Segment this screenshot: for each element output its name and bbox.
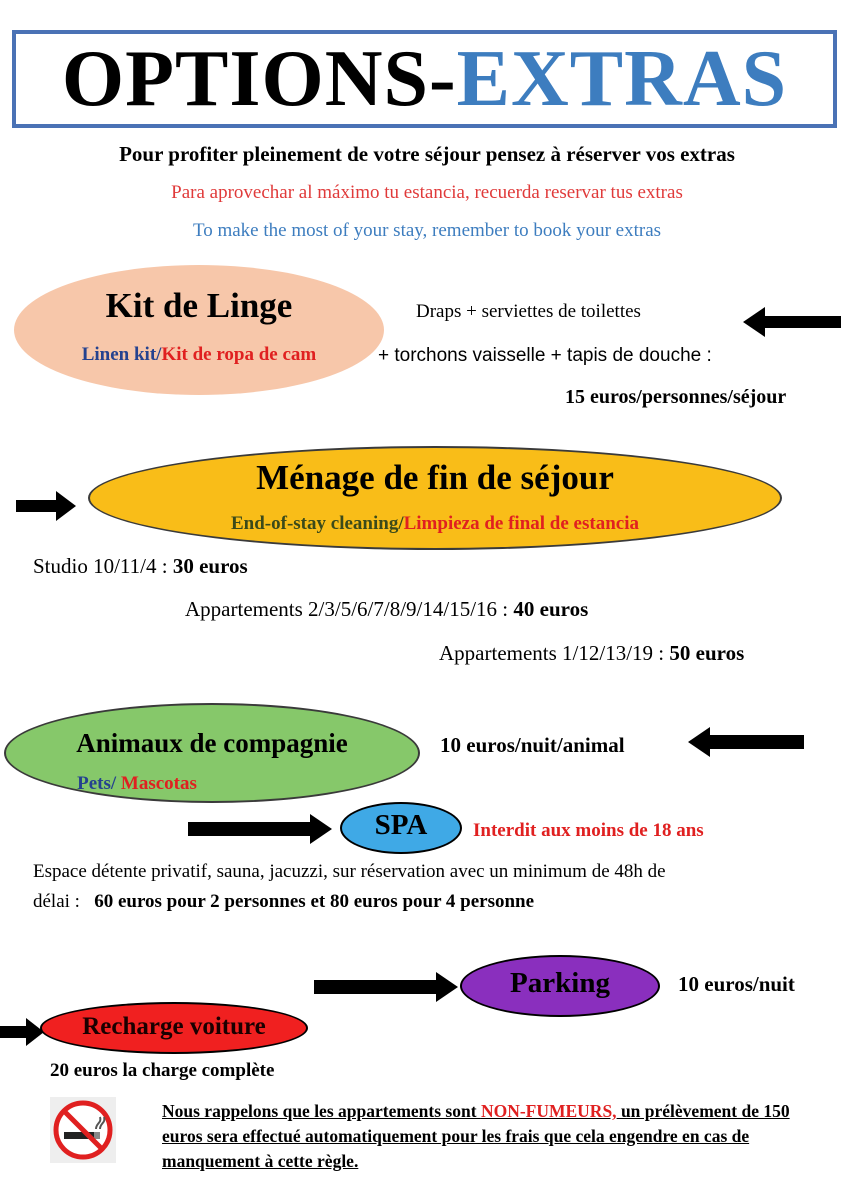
title-box [12, 30, 837, 128]
linge-price: 15 euros/personnes/séjour [565, 386, 787, 408]
menage-subtitle-es: Limpieza de final de estancia [403, 513, 639, 534]
menage-row-label: Studio 10/11/4 : [33, 554, 173, 578]
arrow-left-icon [688, 725, 804, 759]
linge-badge [14, 265, 384, 395]
notice-text-2: un prélèvement de 150 euros sera effectué automatiquement pour les frais que cela engendre en cas de manquement à cette règle. [162, 1101, 790, 1171]
intro-spanish: Para aprovechar al máximo tu estancia, recuerda reservar tus extras [171, 182, 683, 203]
arrow-right-icon [314, 970, 458, 1004]
menage-row-price: 50 euros [669, 641, 745, 665]
arrow-right-icon [0, 1017, 44, 1047]
menage-row-appart-b [439, 641, 744, 666]
parking-price: 10 euros/nuit [678, 972, 795, 996]
menage-row-price: 30 euros [172, 554, 248, 578]
animaux-title: Animaux de compagnie [76, 728, 348, 758]
linge-subtitle-es: Kit de ropa de cam [161, 344, 317, 365]
spa-desc-line2 [33, 891, 534, 913]
linge-line2: + torchons vaisselle + tapis de douche : [378, 345, 712, 366]
notice-text-1: Nous rappelons que les appartements sont [162, 1101, 481, 1121]
intro-english: To make the most of your stay, remember to book your extras [192, 220, 662, 241]
no-smoking-icon [50, 1097, 116, 1163]
menage-title: Ménage de fin de séjour [256, 458, 614, 497]
recharge-title: Recharge voiture [82, 1013, 266, 1040]
title-part-options: OPTIONS- [61, 35, 457, 123]
title-part-extras: EXTRAS [456, 35, 788, 123]
intro-french: Pour profiter pleinement de votre séjour pensez à réserver vos extras [119, 142, 735, 166]
parking-title: Parking [510, 967, 610, 999]
menage-row-studio [33, 554, 248, 579]
linge-subtitle-en: Linen kit/ [81, 344, 162, 365]
linge-subtitle [14, 344, 384, 366]
animaux-subtitle [4, 773, 270, 795]
spa-notice: Interdit aux moins de 18 ans [473, 820, 704, 841]
spa-desc-prefix: délai : [33, 891, 80, 912]
notice-highlight: NON-FUMEURS, [480, 1101, 617, 1121]
menage-row-label: Appartements 2/3/5/6/7/8/9/14/15/16 : [185, 597, 514, 621]
menage-row-label: Appartements 1/12/13/19 : [439, 641, 670, 665]
arrow-right-icon [188, 812, 332, 846]
menage-subtitle [88, 513, 782, 535]
menage-row-appart-a [185, 597, 588, 622]
linge-title: Kit de Linge [105, 286, 293, 325]
spa-price: 60 euros pour 2 personnes et 80 euros pour 4 personne [94, 891, 535, 912]
menage-subtitle-en: End-of-stay cleaning/ [231, 513, 404, 534]
linge-line1: Draps + serviettes de toilettes [416, 301, 641, 322]
animaux-subtitle-en: Pets/ [77, 773, 117, 794]
spa-desc-line1: Espace détente privatif, sauna, jacuzzi, sur réservation avec un minimum de 48h de [33, 861, 666, 882]
animaux-price: 10 euros/nuit/animal [440, 733, 625, 757]
animaux-subtitle-es: Mascotas [120, 773, 197, 794]
recharge-price: 20 euros la charge complète [50, 1060, 275, 1081]
page-title [61, 35, 788, 123]
arrow-left-icon [743, 305, 841, 339]
spa-title: SPA [374, 809, 428, 841]
menage-row-price: 40 euros [513, 597, 589, 621]
non-smoking-notice [162, 1099, 827, 1174]
arrow-right-icon [16, 489, 76, 523]
